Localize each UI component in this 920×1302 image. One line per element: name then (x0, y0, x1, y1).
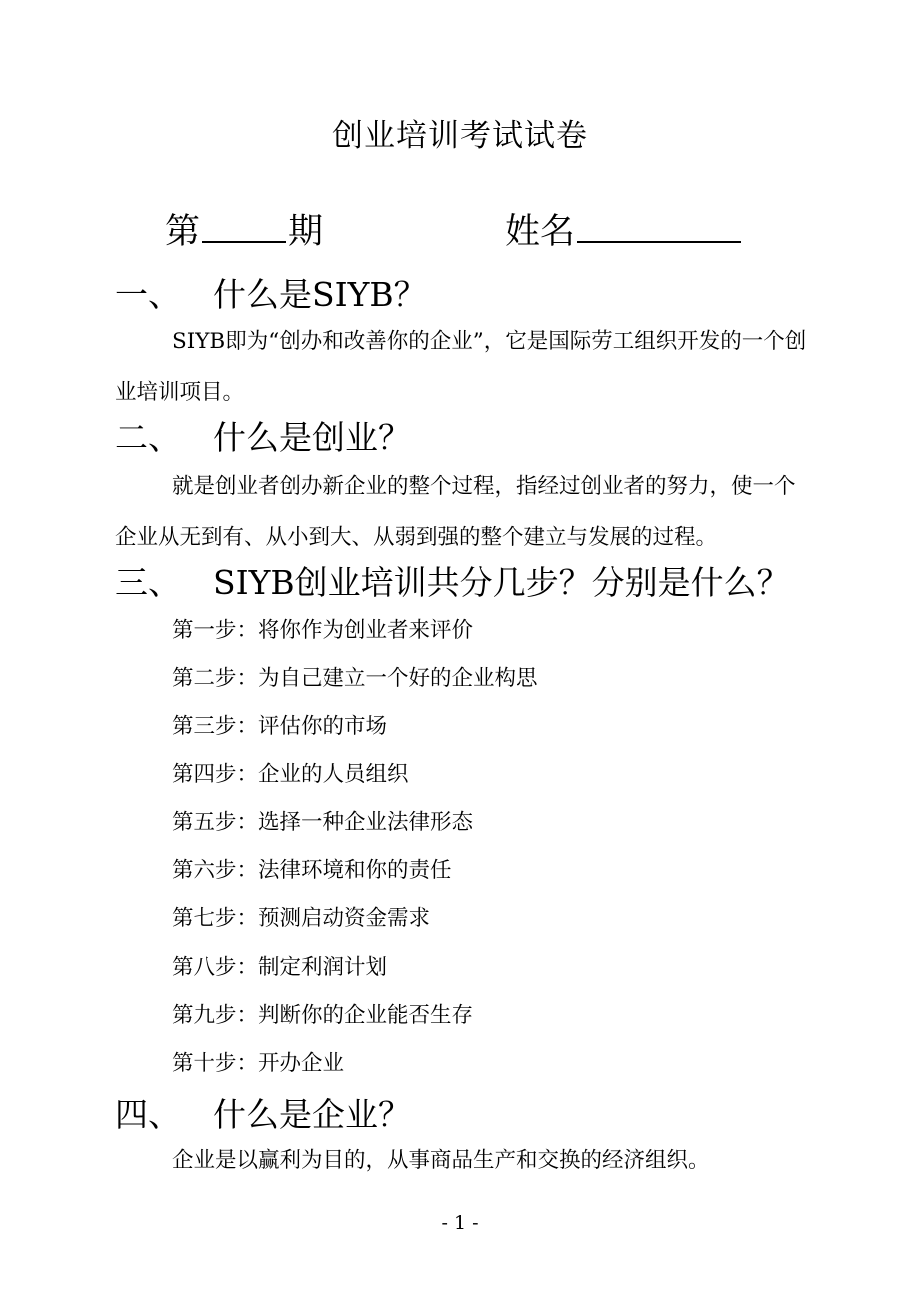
name-label: 姓名 (505, 212, 576, 252)
step-item: 第二步：为自己建立一个好的企业构思 (172, 666, 538, 691)
section-heading-text: 什么是企业？ (213, 1095, 411, 1134)
step-item: 第五步：选择一种企业法律形态 (172, 810, 474, 835)
page-title: 创业培训考试试卷 (332, 118, 588, 154)
section-4-heading (115, 1090, 411, 1140)
name-field (505, 205, 743, 258)
period-prefix: 第 (165, 212, 201, 252)
step-item: 第六步：法律环境和你的责任 (172, 858, 452, 883)
section-3-heading (115, 558, 790, 608)
step-item: 第九步：判断你的企业能否生存 (172, 1003, 474, 1028)
period-field (165, 205, 323, 258)
step-item: 第三步：评估你的市场 (172, 714, 388, 739)
section-number: 二、 (115, 418, 181, 457)
period-blank (202, 205, 286, 243)
step-item: 第一步：将你作为创业者来评价 (172, 618, 474, 643)
section-number: 三、 (115, 563, 181, 602)
section-number: 四、 (115, 1095, 181, 1134)
name-blank (577, 205, 741, 243)
step-item: 第七步：预测启动资金需求 (172, 906, 431, 931)
section-heading-text: 什么是创业？ (213, 418, 411, 457)
section-heading-text: 什么是SIYB？ (213, 275, 427, 314)
step-item: 第四步：企业的人员组织 (172, 762, 409, 787)
step-item: 第十步：开办企业 (172, 1051, 345, 1076)
section-2-heading (115, 413, 411, 463)
page-number: - 1 - (441, 1212, 479, 1234)
period-suffix: 期 (288, 212, 324, 252)
section-heading-text: SIYB创业培训共分几步？分别是什么？ (213, 563, 790, 602)
section-1-heading (115, 270, 427, 320)
step-item: 第八步：制定利润计划 (172, 955, 388, 980)
section-2-answer: 就是创业者创办新企业的整个过程，指经过创业者的努力，使一个企业从无到有、从小到大、从弱到强的整个建立与发展的过程。 (115, 474, 796, 550)
section-1-answer: SIYB即为“创办和改善你的企业”，它是国际劳工组织开发的一个创业培训项目。 (115, 329, 807, 405)
section-number: 一、 (115, 275, 181, 314)
section-4-answer: 企业是以赢利为目的，从事商品生产和交换的经济组织。 (172, 1148, 710, 1173)
